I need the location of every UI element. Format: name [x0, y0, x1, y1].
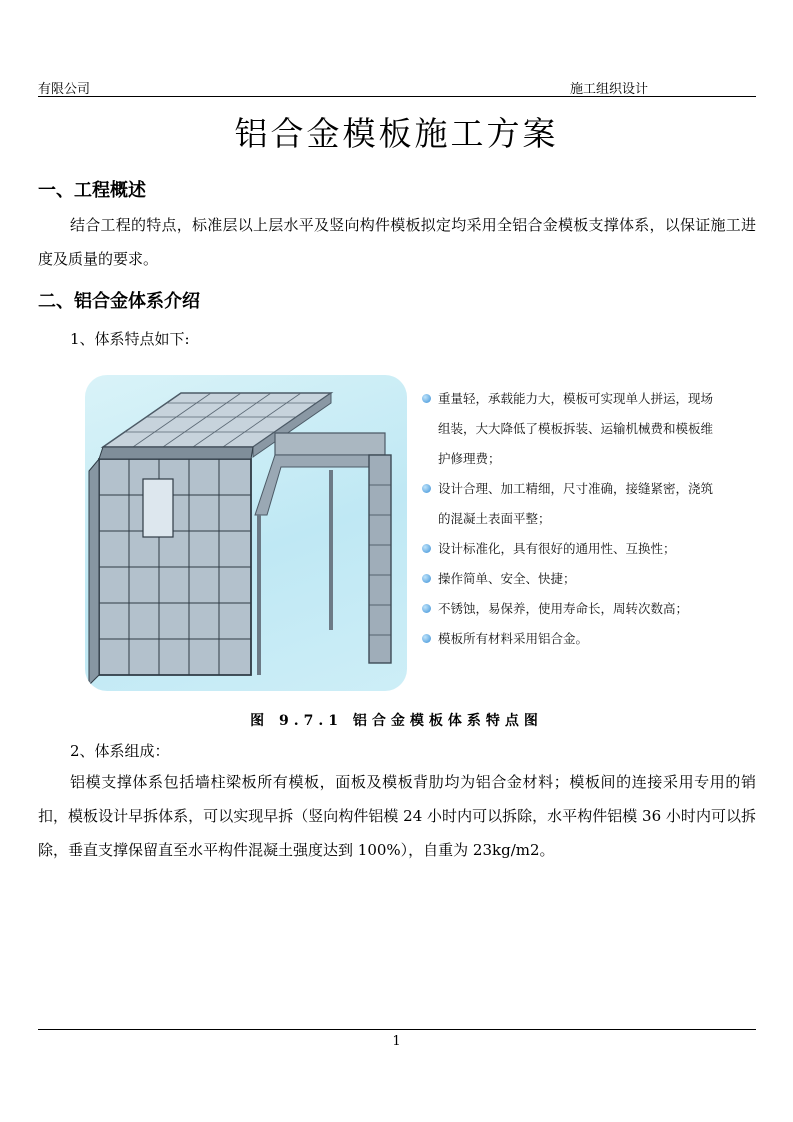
feature-text: 操作简单、安全、快捷； [438, 571, 576, 586]
feature-text: 模板所有材料采用铝合金。 [438, 631, 589, 646]
feature-text: 设计标准化，具有很好的通用性、互换性； [438, 541, 676, 556]
feature-text: 设计合理、加工精细，尺寸准确，接缝紧密，浇筑的混凝土表面平整； [438, 481, 714, 526]
feature-item [420, 384, 720, 474]
footer-rule [38, 1029, 756, 1030]
feature-item [420, 534, 720, 564]
bullet-dot-icon [422, 604, 431, 613]
section2-paragraph: 铝模支撑体系包括墙柱梁板所有模板，面板及模板背肋均为铝合金材料；模板间的连接采用专用的销扣，模板设计早拆体系，可以实现早拆（竖向构件铝模 24 小时内可以拆除，水平构件铝模 36 小时内可以拆除，垂直支撑保留直至水平构件混凝土强度达到 100%），自重为 23kg/m2。 [38, 773, 756, 859]
feature-text: 不锈蚀，易保养，使用寿命长，周转次数高； [438, 601, 689, 616]
aluminum-formwork-illustration [85, 375, 407, 691]
figure-caption: 图 9.7.1 铝合金模板体系特点图 [250, 713, 543, 729]
feature-item [420, 564, 720, 594]
page-number: 1 [392, 1034, 401, 1049]
feature-list [420, 384, 720, 654]
bullet-dot-icon [422, 574, 431, 583]
bullet-dot-icon [422, 544, 431, 553]
feature-text: 重量轻，承载能力大，模板可实现单人拼运，现场组装，大大降低了模板拆装、运输机械费和模板维护修理费； [438, 391, 714, 466]
feature-item [420, 474, 720, 534]
feature-item [420, 624, 720, 654]
bullet-dot-icon [422, 484, 431, 493]
header-rule [38, 96, 756, 97]
section2-heading: 二、铝合金体系介绍 [38, 291, 200, 312]
section1-heading: 一、工程概述 [38, 180, 146, 201]
section2-item1: 1、体系特点如下: [70, 330, 190, 348]
section2-item2: 2、体系组成： [70, 742, 170, 760]
page-title: 铝合金模板施工方案 [234, 114, 559, 153]
section1-paragraph: 结合工程的特点，标准层以上层水平及竖向构件模板拟定均采用全铝合金模板支撑体系，以保证施工进度及质量的要求。 [38, 216, 756, 268]
header-company: 有限公司 [38, 82, 91, 97]
bullet-dot-icon [422, 394, 431, 403]
feature-item [420, 594, 720, 624]
header-doc-type: 施工组织设计 [570, 82, 649, 97]
bullet-dot-icon [422, 634, 431, 643]
